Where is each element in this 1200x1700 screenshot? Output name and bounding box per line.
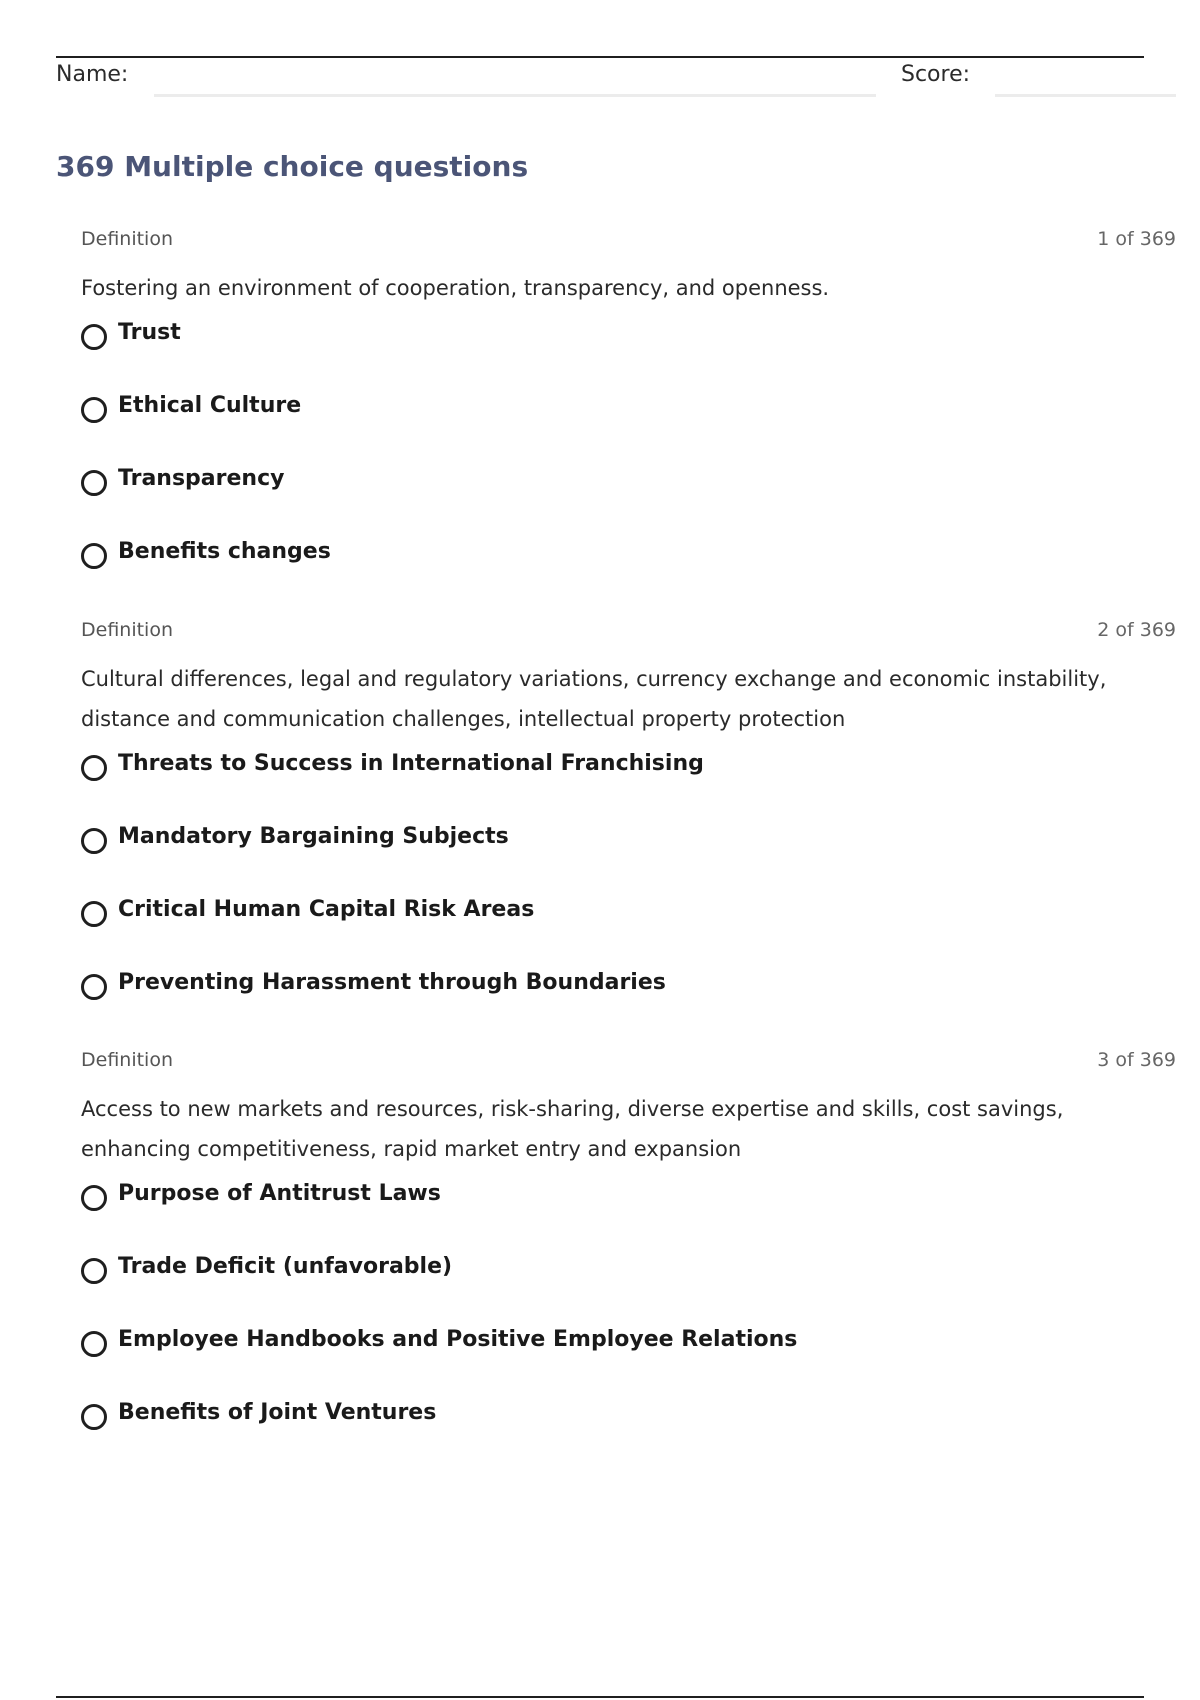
answer-option[interactable] [81, 464, 1176, 537]
answer-option-label[interactable]: Transparency [118, 466, 285, 491]
name-field[interactable] [154, 94, 876, 97]
radio-button-icon[interactable] [81, 828, 107, 854]
answer-option[interactable] [81, 1179, 1176, 1252]
answer-option[interactable] [81, 318, 1176, 391]
question-header [81, 1049, 1176, 1075]
question-counter: 3 of 369 [1097, 1049, 1176, 1071]
answer-option-label[interactable]: Benefits of Joint Ventures [118, 1400, 437, 1425]
radio-button-icon[interactable] [81, 1258, 107, 1284]
score-label: Score: [901, 62, 971, 87]
question-header [81, 228, 1176, 254]
radio-button-icon[interactable] [81, 1185, 107, 1211]
name-label: Name: [56, 62, 129, 87]
answer-options [81, 318, 1176, 610]
question-card [81, 619, 1176, 1041]
answer-option-label[interactable]: Ethical Culture [118, 393, 302, 418]
bottom-divider [56, 1696, 1144, 1698]
answer-option-label[interactable]: Trust [118, 320, 181, 345]
answer-option-label[interactable]: Trade Deficit (unfavorable) [118, 1254, 453, 1279]
radio-button-icon[interactable] [81, 1331, 107, 1357]
question-counter: 2 of 369 [1097, 619, 1176, 641]
answer-options [81, 749, 1176, 1041]
question-card [81, 228, 1176, 610]
radio-button-icon[interactable] [81, 755, 107, 781]
question-type-label: Definition [81, 619, 174, 641]
answer-option-label[interactable]: Purpose of Antitrust Laws [118, 1181, 441, 1206]
answer-option[interactable] [81, 968, 1176, 1041]
question-prompt: Cultural differences, legal and regulatory variations, currency exchange and economic instability, distance and communication challenges, intellectual property protection [81, 667, 1107, 731]
answer-option[interactable] [81, 749, 1176, 822]
question-prompt: Fostering an environment of cooperation, transparency, and openness. [81, 276, 830, 300]
radio-button-icon[interactable] [81, 543, 107, 569]
radio-button-icon[interactable] [81, 974, 107, 1000]
radio-button-icon[interactable] [81, 901, 107, 927]
question-card [81, 1049, 1176, 1471]
question-prompt: Access to new markets and resources, risk-sharing, diverse expertise and skills, cost savings, enhancing competitiveness, rapid market entry and expansion [81, 1097, 1064, 1161]
answer-option-label[interactable]: Preventing Harassment through Boundaries [118, 970, 666, 995]
question-header [81, 619, 1176, 645]
radio-button-icon[interactable] [81, 324, 107, 350]
top-divider [56, 56, 1144, 58]
answer-option[interactable] [81, 1398, 1176, 1471]
answer-option[interactable] [81, 1252, 1176, 1325]
page-title: 369 Multiple choice questions [56, 150, 529, 183]
answer-option[interactable] [81, 822, 1176, 895]
radio-button-icon[interactable] [81, 1404, 107, 1430]
radio-button-icon[interactable] [81, 397, 107, 423]
score-field[interactable] [995, 94, 1176, 97]
answer-option[interactable] [81, 537, 1176, 610]
answer-option-label[interactable]: Benefits changes [118, 539, 331, 564]
answer-options [81, 1179, 1176, 1471]
answer-option-label[interactable]: Critical Human Capital Risk Areas [118, 897, 535, 922]
radio-button-icon[interactable] [81, 470, 107, 496]
question-type-label: Definition [81, 228, 174, 250]
answer-option-label[interactable]: Mandatory Bargaining Subjects [118, 824, 509, 849]
answer-option-label[interactable]: Threats to Success in International Franchising [118, 751, 704, 776]
answer-option-label[interactable]: Employee Handbooks and Positive Employee Relations [118, 1327, 798, 1352]
answer-option[interactable] [81, 895, 1176, 968]
worksheet-header [56, 62, 1176, 102]
question-counter: 1 of 369 [1097, 228, 1176, 250]
answer-option[interactable] [81, 391, 1176, 464]
answer-option[interactable] [81, 1325, 1176, 1398]
question-type-label: Definition [81, 1049, 174, 1071]
